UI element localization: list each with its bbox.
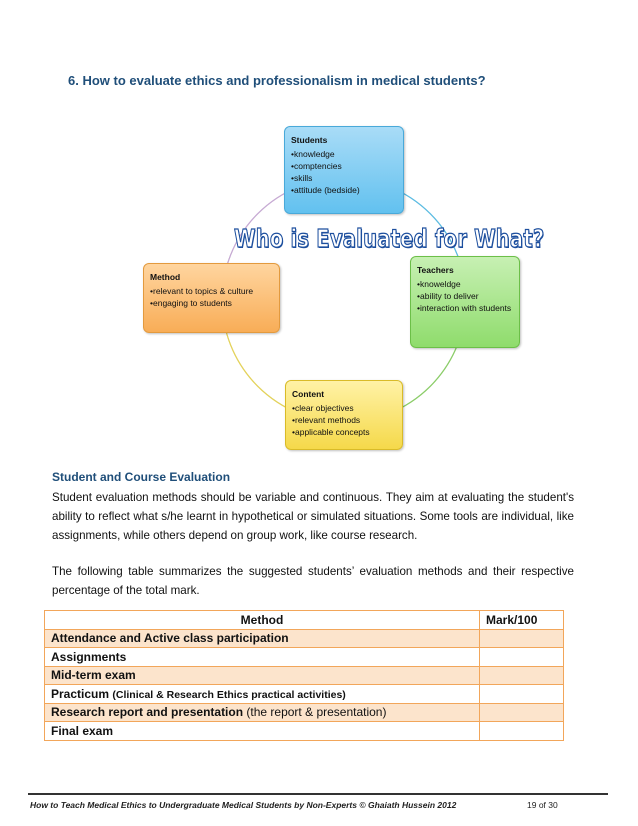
teachers-box [410,256,520,348]
paragraph: Student evaluation methods should be variable and continuous. They aim at evaluating the student's ability to reflect what s/he learnt in hypothetical or simulated situations. Some tools are individual, like assignments, while others depend on group work, like course research. [52,491,574,542]
diagram-title: Who is Evaluated for What? [234,224,545,253]
mark-cell [480,685,564,704]
teachers-item: • knoweldge [417,278,513,290]
method-cell [45,685,480,704]
method-item: • engaging to students [150,297,273,309]
students-item: • comptencies [291,160,397,172]
content-title: Content [292,389,325,399]
method-note: (the report & presentation) [246,705,387,720]
evaluation-table [44,610,564,741]
students-item: • knowledge [291,148,397,160]
page-number: 19 of 30 [527,800,558,810]
method-cell [45,703,480,722]
paragraph: The following table summarizes the suggested students’ evaluation methods and their respective percentage of the total mark. [52,565,574,597]
method-cell: Mid-term exam [45,666,480,685]
method-name: Practicum [51,686,110,701]
method-name: Research report and presentation [51,705,244,720]
mark-cell [480,703,564,722]
method-note: (Clinical & Research Ethics practical activities) [112,688,346,701]
mark-cell [480,648,564,667]
students-item: • attitude (bedside) [291,184,397,196]
table-header-row [45,611,564,630]
table-row [45,648,564,667]
method-cell: Assignments [45,648,480,667]
method-item: • relevant to topics & culture [150,285,273,297]
subsection-title: Student and Course Evaluation [52,470,231,484]
mark-cell [480,666,564,685]
table-row [45,722,564,741]
mark-cell [480,722,564,741]
students-item: • skills [291,172,397,184]
footer-text: How to Teach Medical Ethics to Undergraduate Medical Students by Non-Experts © Ghaiath Hussein 2012 [30,800,457,810]
table-row [45,666,564,685]
table-row [45,629,564,648]
teachers-item: • interaction with students [417,302,513,314]
mark-cell [480,629,564,648]
content-item: • relevant methods [292,414,396,426]
table-row [45,703,564,722]
method-title: Method [150,272,181,282]
column-header-mark: Mark/100 [480,611,564,630]
teachers-item: • ability to deliver [417,290,513,302]
students-box [284,126,404,214]
content-item: • applicable concepts [292,426,396,438]
students-title: Students [291,135,328,145]
section-heading: 6. How to evaluate ethics and professionalism in medical students? [68,73,486,88]
teachers-title: Teachers [417,265,454,275]
content-box [285,380,403,450]
method-cell: Attendance and Active class participation [45,629,480,648]
column-header-method: Method [45,611,480,630]
footer-divider [28,793,608,795]
method-cell: Final exam [45,722,480,741]
method-box [143,263,280,333]
table-row [45,685,564,704]
content-item: • clear objectives [292,402,396,414]
